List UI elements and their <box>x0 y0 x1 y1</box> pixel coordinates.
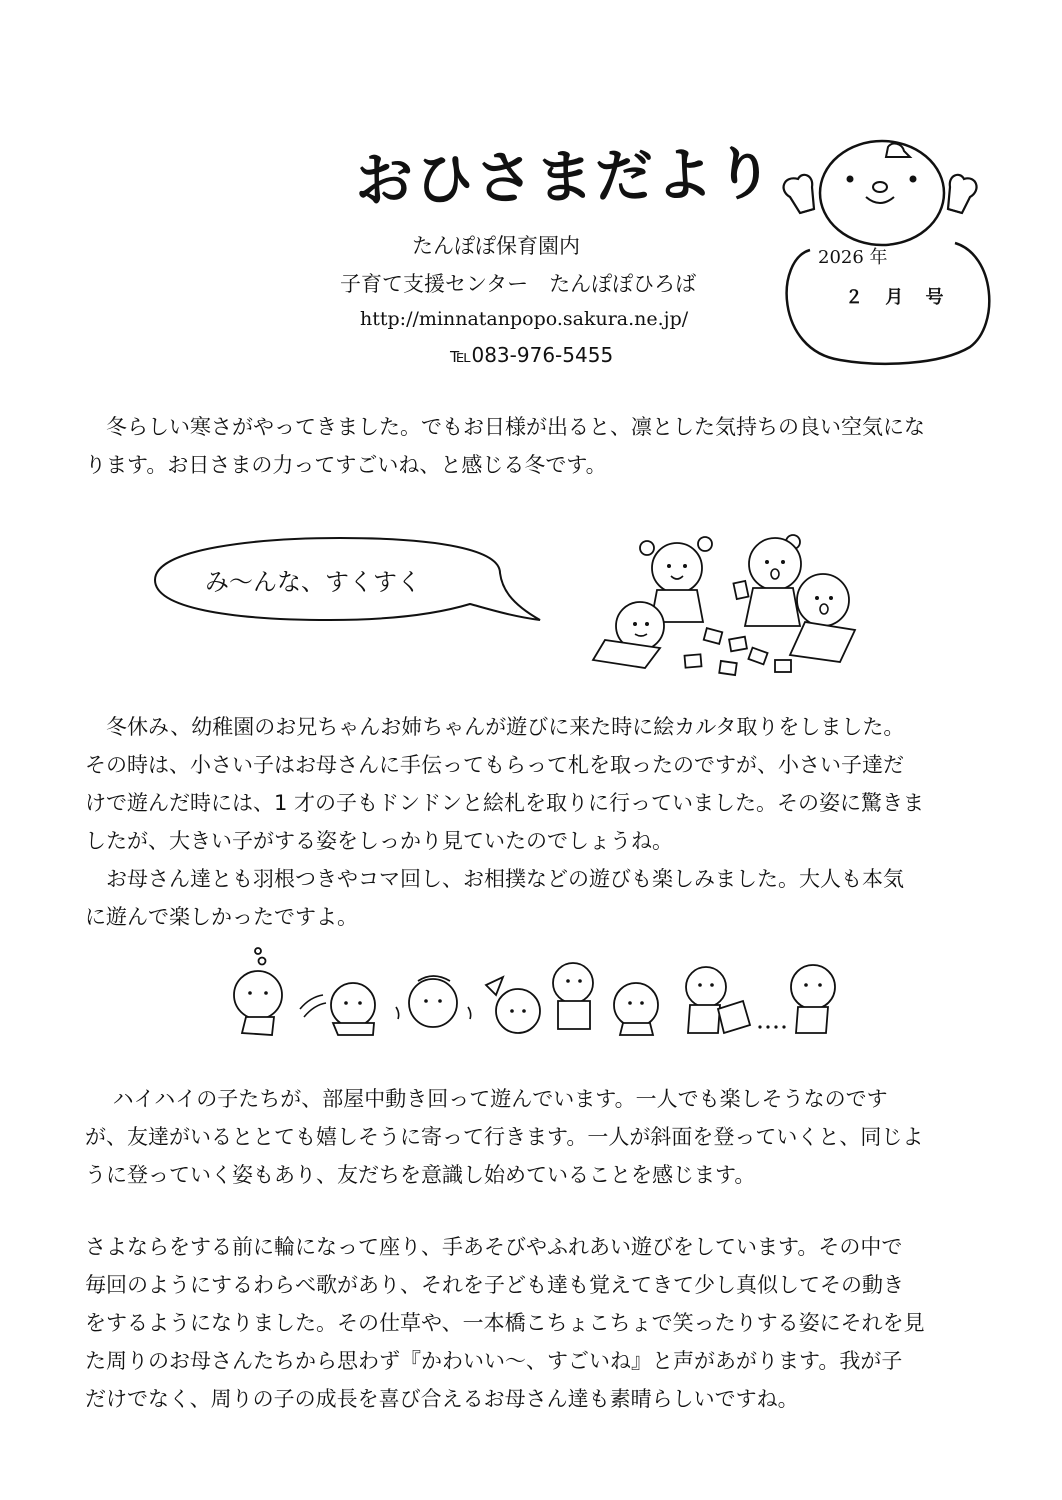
paragraph-line: が、友達がいるととても嬉しそうに寄って行きます。一人が斜面を登っていくと、同じよ <box>85 1125 924 1149</box>
issue-year: 2026 年 <box>818 247 888 268</box>
paragraph-line: た周りのお母さんたちから思わず『かわいい〜、すごいね』と声があがります。我が子 <box>85 1349 903 1373</box>
website-url: http://minnatanpopo.sakura.ne.jp/ <box>360 308 689 330</box>
paragraph-line: うに登っていく姿もあり、友だちを意識し始めていることを感じます。 <box>85 1163 756 1187</box>
intro-line: 冬らしい寒さがやってきました。でもお日様が出ると、凛とした気持ちの良い空気にな <box>85 415 925 439</box>
paragraph-line: 冬休み、幼稚園のお兄ちゃんお姉ちゃんが遊びに来た時に絵カルタ取りをしました。 <box>85 715 905 739</box>
paragraph-line: さよならをする前に輪になって座り、手あそびやふれあい遊びをしています。その中で <box>85 1235 903 1259</box>
paragraph-line: 毎回のようにするわらべ歌があり、それを子ども達も覚えてきて少し真似してその動き <box>85 1273 904 1297</box>
intro-paragraph <box>85 408 985 484</box>
karuta-paragraph <box>85 708 985 936</box>
org-name-line2: 子育て支援センター たんぽぽひろば <box>340 272 697 296</box>
paragraph-line: したが、大きい子がする姿をしっかり見ていたのでしょうね。 <box>85 829 673 853</box>
newsletter-title: おひさまだより <box>354 139 776 215</box>
org-name-line1: たんぽぽ保育園内 <box>412 234 580 258</box>
paragraph-line: に遊んで楽しかったですよ。 <box>85 905 358 929</box>
children-karuta-illustration <box>585 530 870 680</box>
babies-row-illustration <box>228 945 848 1040</box>
paragraph-line: その時は、小さい子はお母さんに手伝ってもらって札を取ったのですが、小さい子達だ <box>85 753 904 777</box>
issue-month: ２ 月 号 <box>845 287 952 308</box>
paragraph-line: ハイハイの子たちが、部屋中動き回って遊んでいます。一人でも楽しそうなのです <box>85 1087 888 1111</box>
intro-line: ります。お日さまの力ってすごいね、と感じる冬です。 <box>85 453 607 477</box>
crawling-paragraph <box>85 1080 985 1194</box>
paragraph-line: けで遊んだ時には、1 才の子もドンドンと絵札を取りに行っていました。その姿に驚きま <box>85 791 925 815</box>
paragraph-line: お母さん達とも羽根つきやコマ回し、お相撲などの遊びも楽しみました。大人も本気 <box>85 867 904 891</box>
paragraph-line: だけでなく、周りの子の成長を喜び合えるお母さん達も素晴らしいですね。 <box>85 1387 799 1411</box>
circle-time-paragraph <box>85 1228 985 1418</box>
paragraph-line: をするようになりました。その仕草や、一本橋こちょこちょで笑ったりする姿にそれを見 <box>85 1311 925 1335</box>
telephone-number: ℡083-976-5455 <box>450 343 614 367</box>
bubble-caption: み〜んな、すくすく <box>205 568 421 596</box>
